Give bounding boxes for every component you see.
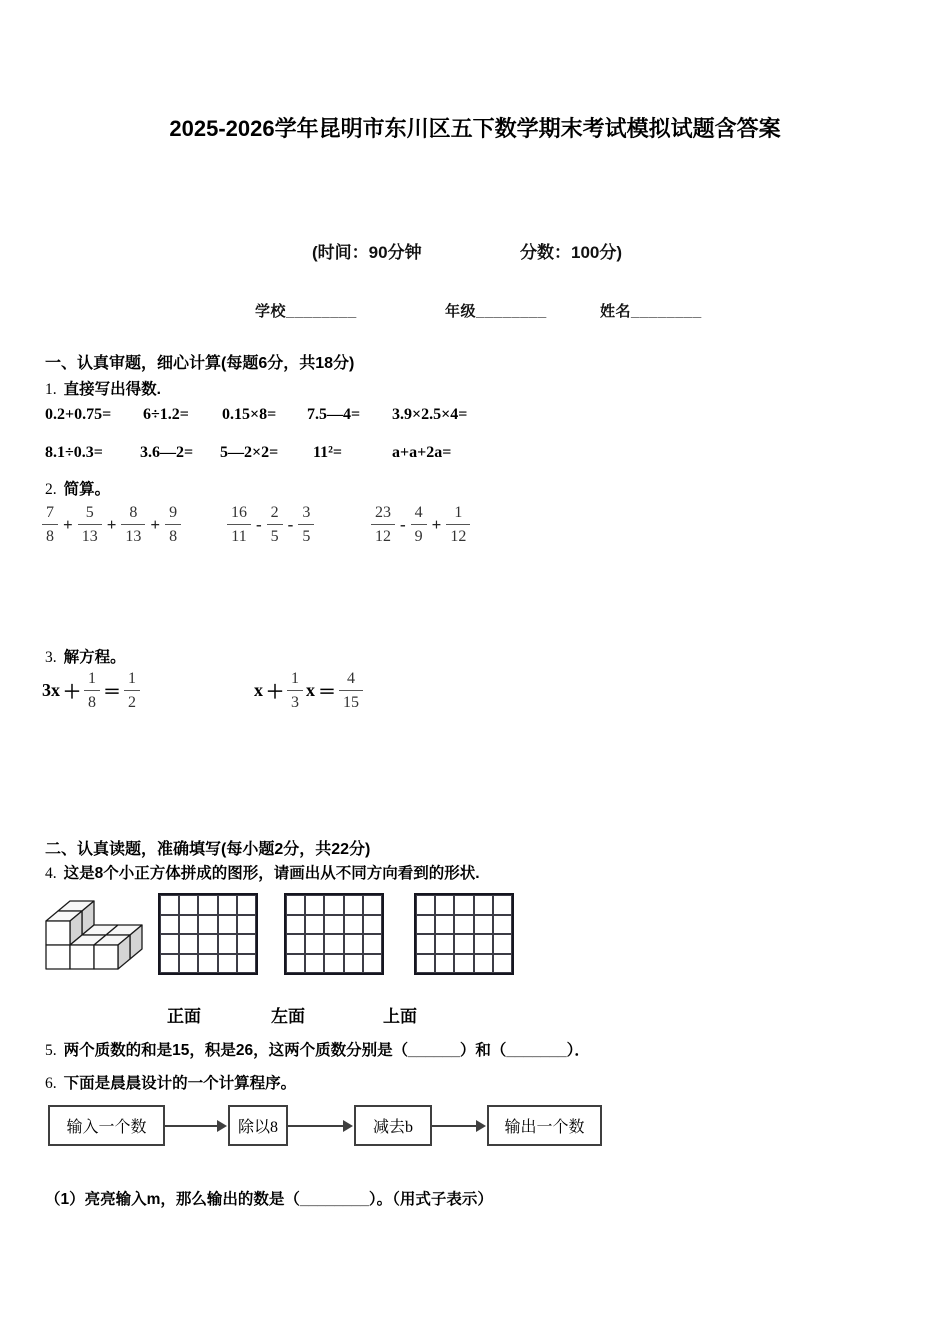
calc-item: 7.5—4= — [307, 406, 361, 423]
grid-cell — [286, 915, 305, 935]
fraction: $\frac{1}{8}$ — [84, 668, 100, 713]
top-view-label: 上面 — [383, 1007, 417, 1026]
grid-cell — [198, 915, 217, 935]
operator: + — [63, 514, 73, 534]
grid-cell — [286, 934, 305, 954]
calc-item: 3.9×2.5×4= — [392, 406, 468, 423]
grid-cell — [493, 934, 512, 954]
grid-cell — [435, 895, 454, 915]
fraction: $\frac{9}{8}$ — [165, 502, 181, 547]
grid-cell — [363, 954, 382, 974]
calc-item: 8.1÷0.3= — [45, 444, 103, 461]
question-6-label: 6. 下面是晨晨设计的一个计算程序。 — [45, 1075, 297, 1092]
grid-cell — [218, 934, 237, 954]
grid-cell — [493, 915, 512, 935]
grid-cell — [324, 934, 343, 954]
flow-arrow-icon — [432, 1113, 487, 1139]
cube-figure — [44, 899, 145, 972]
grid-cell — [179, 934, 198, 954]
grid-cell — [324, 954, 343, 974]
grid-cell — [305, 954, 324, 974]
grid-cell — [160, 915, 179, 935]
grid-cell — [179, 895, 198, 915]
flow-arrow-icon — [165, 1113, 228, 1139]
grid-cell — [344, 954, 363, 974]
equation: x ＋ $\frac{1}{3}$ x ＝ $\frac{4}{15}$ — [254, 668, 363, 713]
grid-cell — [179, 954, 198, 974]
question-6-sub1: （1）亮亮输入m，那么输出的数是（________）。（用式子表示） — [45, 1191, 493, 1208]
grid-cell — [160, 954, 179, 974]
grid-cell — [218, 895, 237, 915]
grid-cell — [198, 954, 217, 974]
grid-cell — [474, 915, 493, 935]
grid-cell — [493, 954, 512, 974]
question-2-label: 2. 简算。 — [45, 481, 111, 498]
flow-step-divide: 除以8 — [228, 1105, 288, 1146]
fraction: $\frac{1}{2}$ — [124, 668, 140, 713]
operator: - — [400, 514, 406, 534]
flow-arrow-icon — [288, 1113, 354, 1139]
grid-cell — [344, 895, 363, 915]
left-view-label: 左面 — [271, 1007, 305, 1026]
top-view-grid — [414, 893, 514, 975]
grid-cell — [344, 934, 363, 954]
grid-cell — [237, 954, 256, 974]
section1-heading: 一、认真审题，细心计算(每题6分，共18分) — [45, 355, 355, 372]
question-3-label: 3. 解方程。 — [45, 649, 126, 666]
fraction: $\frac{23}{12}$ — [371, 502, 395, 547]
fraction-expression — [42, 502, 181, 547]
fraction: $\frac{16}{11}$ — [227, 502, 251, 547]
fraction: $\frac{8}{13}$ — [121, 502, 145, 547]
question-3-number: 3. — [45, 649, 57, 666]
grid-cell — [474, 895, 493, 915]
operator: + — [106, 514, 117, 534]
question-5-label: 5. 两个质数的和是15，积是26，这两个质数分别是（______）和（_______）． — [45, 1042, 590, 1059]
grid-cell — [237, 895, 256, 915]
fraction-expression — [371, 502, 470, 547]
grid-cell — [416, 895, 435, 915]
operator: - — [256, 514, 262, 534]
fraction: $\frac{5}{13}$ — [78, 502, 102, 547]
question-6-number: 6. — [45, 1075, 57, 1092]
grid-cell — [237, 934, 256, 954]
fraction-expression — [227, 502, 314, 547]
name-field: 姓名________ — [600, 303, 702, 320]
fraction: $\frac{2}{5}$ — [267, 502, 283, 547]
operator: + — [431, 514, 442, 534]
exam-score-label: 分数：100分) — [520, 243, 623, 262]
question-4-number: 4. — [45, 865, 57, 882]
operator: - — [287, 514, 294, 534]
front-view-label: 正面 — [167, 1007, 201, 1026]
fraction: $\frac{1}{12}$ — [446, 502, 470, 547]
grid-cell — [286, 954, 305, 974]
fraction: $\frac{7}{8}$ — [42, 502, 58, 547]
calculation-flowchart — [48, 1105, 602, 1146]
flow-step-output: 输出一个数 — [487, 1105, 602, 1146]
grid-cell — [160, 895, 179, 915]
calc-item: a+a+2a= — [392, 444, 452, 461]
fraction: $\frac{1}{3}$ — [287, 668, 303, 713]
fraction: $\frac{4}{15}$ — [339, 668, 363, 713]
grid-cell — [454, 895, 473, 915]
grid-cell — [416, 934, 435, 954]
grid-cell — [435, 934, 454, 954]
question-2-number: 2. — [45, 481, 57, 498]
grid-cell — [416, 954, 435, 974]
operator: + — [150, 514, 161, 534]
grid-cell — [305, 915, 324, 935]
calc-item: 11²= — [313, 444, 343, 461]
exam-time-label: (时间：90分钟 — [312, 243, 422, 262]
front-view-grid — [158, 893, 258, 975]
grid-cell — [493, 895, 512, 915]
grid-cell — [344, 915, 363, 935]
grid-cell — [179, 915, 198, 935]
section2-heading: 二、认真读题，准确填写(每小题2分，共22分) — [45, 841, 371, 858]
grid-cell — [454, 934, 473, 954]
question-1-label: 1. 直接写出得数. — [45, 381, 161, 398]
grid-cell — [286, 895, 305, 915]
calc-item: 3.6—2= — [140, 444, 194, 461]
grid-cell — [198, 895, 217, 915]
calc-item: 0.2+0.75= — [45, 406, 112, 423]
school-field: 学校________ — [255, 303, 357, 320]
flow-step-input: 输入一个数 — [48, 1105, 165, 1146]
grid-cell — [363, 934, 382, 954]
grid-cell — [474, 954, 493, 974]
grid-cell — [218, 915, 237, 935]
grid-cell — [160, 934, 179, 954]
grade-field: 年级________ — [445, 303, 547, 320]
fraction: $\frac{3}{5}$ — [298, 502, 314, 547]
calc-item: 5—2×2= — [220, 444, 279, 461]
grid-cell — [416, 915, 435, 935]
equation: 3x ＋ $\frac{1}{8}$ ＝ $\frac{1}{2}$ — [42, 668, 140, 713]
fraction: $\frac{4}{9}$ — [411, 502, 427, 547]
grid-cell — [305, 895, 324, 915]
grid-cell — [305, 934, 324, 954]
page-title: 2025-2026学年昆明市东川区五下数学期末考试模拟试题含答案 — [169, 116, 781, 141]
grid-cell — [218, 954, 237, 974]
grid-cell — [454, 954, 473, 974]
question-1-number: 1. — [45, 381, 57, 398]
calc-item: 0.15×8= — [222, 406, 277, 423]
grid-cell — [363, 895, 382, 915]
left-view-grid — [284, 893, 384, 975]
grid-cell — [237, 915, 256, 935]
grid-cell — [324, 915, 343, 935]
flow-step-subtract: 减去b — [354, 1105, 432, 1146]
question-5-number: 5. — [45, 1042, 57, 1059]
grid-cell — [363, 915, 382, 935]
grid-cell — [435, 915, 454, 935]
question-4-label: 4. 这是8个小正方体拼成的图形，请画出从不同方向看到的形状. — [45, 865, 480, 882]
grid-cell — [435, 954, 454, 974]
grid-cell — [454, 915, 473, 935]
grid-cell — [324, 895, 343, 915]
calc-item: 6÷1.2= — [143, 406, 189, 423]
grid-cell — [198, 934, 217, 954]
grid-cell — [474, 934, 493, 954]
